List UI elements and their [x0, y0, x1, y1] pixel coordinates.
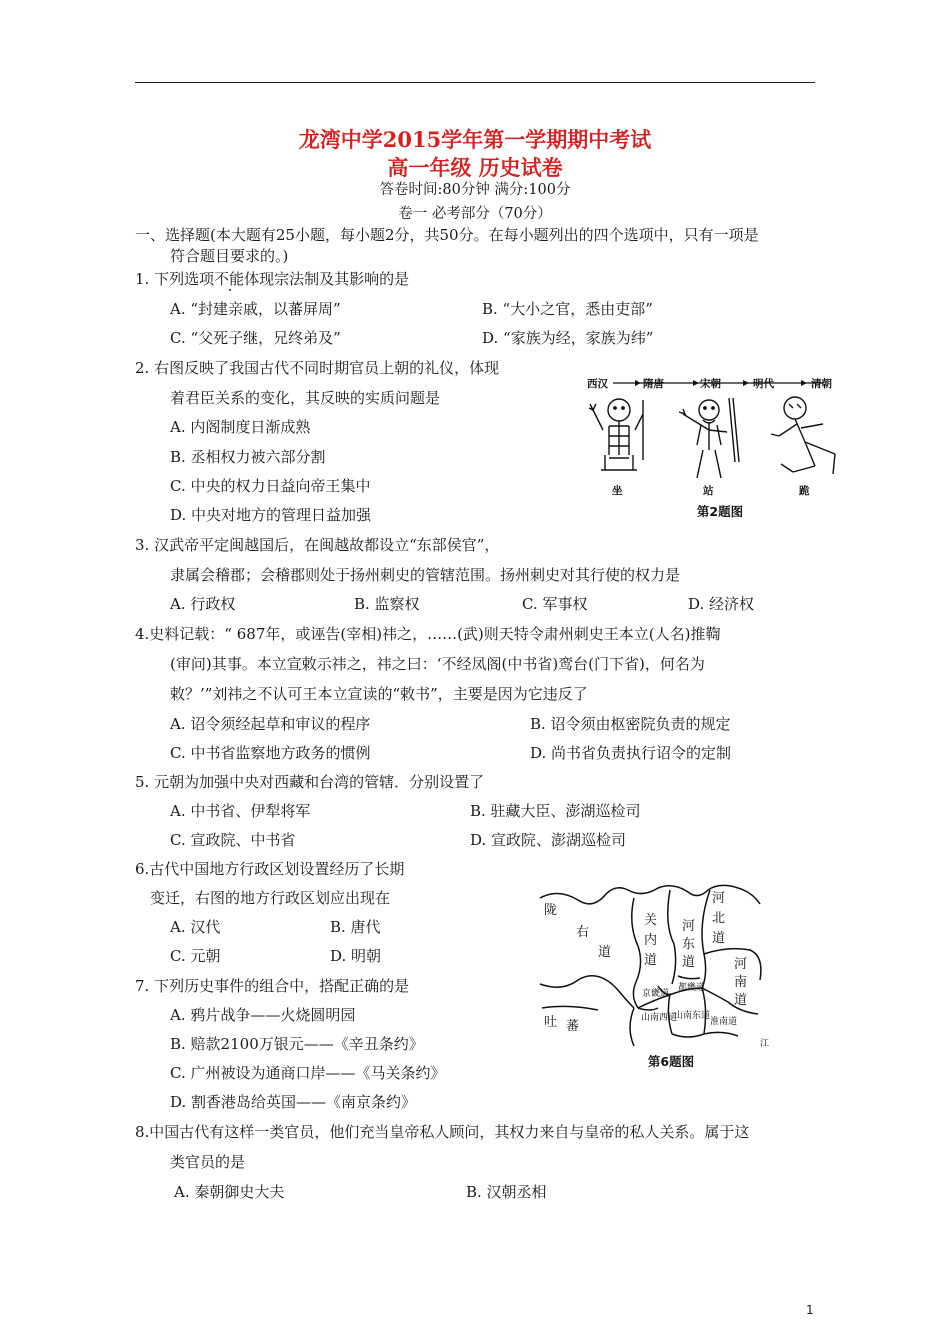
q5-option-a: A. 中书省、伊犁将军 [170, 802, 311, 820]
q5-option-c: C. 宣政院、中书省 [170, 831, 296, 849]
map-label: 陇 [544, 903, 558, 918]
q7-option-d: D. 割香港岛给英国——《南京条约》 [170, 1093, 417, 1111]
q6-figure [538, 884, 770, 1072]
q6-option-d: D. 明朝 [330, 947, 382, 965]
q4-option-c: C. 中书省监察地方政务的惯例 [170, 744, 371, 762]
q6-option-a: A. 汉代 [170, 918, 221, 936]
q1-option-d: D. “家族为经，家族为纬” [482, 329, 654, 347]
posture-label: 跪 [799, 485, 810, 497]
q4-stem-1: 4.史料记载：“ 687年，或诬告(宰相)祎之，……(武)则天特令肃州刺史王本立(人名)推鞫 [135, 625, 721, 643]
map-label: 南 [734, 975, 748, 990]
q8-stem-2: 类官员的是 [170, 1153, 246, 1171]
q2-figure-caption: 第2题图 [696, 504, 744, 519]
exam-subtitle: 高一年级 历史试卷 [387, 155, 563, 180]
q4-option-d: D. 尚书省负责执行诏令的定制 [530, 744, 732, 762]
map-label: 内 [644, 933, 658, 948]
q3-option-c: C. 军事权 [522, 595, 588, 613]
q3-option-d: D. 经济权 [688, 595, 755, 613]
q1-option-a: A. “封建亲戚，以蕃屏周” [170, 300, 341, 318]
q4-option-a: A. 诏令须经起草和审议的程序 [170, 715, 371, 733]
q4-option-b: B. 诏令须由枢密院负责的规定 [530, 715, 731, 733]
q2-option-c: C. 中央的权力日益向帝王集中 [170, 477, 371, 495]
q2-stem-2: 着君臣关系的变化，其反映的实质问题是 [170, 389, 441, 407]
map-label: 河 [734, 957, 748, 972]
map-label: 河 [712, 891, 726, 906]
section-title: 卷一 必考部分（70分） [398, 206, 552, 222]
map-label: 道 [644, 953, 658, 968]
q8-option-a: A. 秦朝御史大夫 [174, 1183, 285, 1201]
standing-figure-icon [679, 398, 739, 478]
header-rule [135, 82, 815, 83]
exam-title: 龙湾中学2015学年第一学期期中考试 [298, 127, 652, 152]
q3-option-a: A. 行政权 [170, 595, 236, 613]
q6-option-b: B. 唐代 [330, 918, 381, 936]
q1-option-c: C. “父死子继，兄终弟及” [170, 329, 341, 347]
q6-stem-1: 6.古代中国地方行政区划设置经历了长期 [135, 860, 405, 878]
time-info: 答卷时间:80分钟 满分:100分 [379, 182, 571, 198]
map-label: 江 [760, 1039, 770, 1049]
map-label: 都畿道 [678, 983, 706, 993]
q6-option-c: C. 元朝 [170, 947, 221, 965]
map-label: 山南东道 [674, 1011, 711, 1021]
q8-stem-1: 8.中国古代有这样一类官员，他们充当皇帝私人顾问，其权力来自与皇帝的私人关系。属于这 [135, 1123, 750, 1141]
q8-option-b: B. 汉朝丞相 [466, 1183, 547, 1201]
q4-stem-2: (审问)其事。本立宣敕示祎之，祎之曰：‘不经凤阁(中书省)鸾台(门下省)，何名为 [170, 655, 705, 673]
q3-option-b: B. 监察权 [354, 595, 420, 613]
map-label: 京畿道 [642, 989, 670, 999]
q7-option-a: A. 鸦片战争——火烧圆明园 [170, 1006, 356, 1024]
map-label: 河 [682, 919, 696, 934]
q4-stem-3: 敕？’”刘祎之不认可王本立宣读的“敕书”，主要是因为它违反了 [170, 685, 588, 703]
map-label: 北 [712, 911, 726, 926]
seated-figure-icon [589, 399, 643, 470]
kneeling-figure-icon [771, 397, 835, 474]
map-label: 山南西道 [641, 1013, 678, 1023]
map-label: 吐 [544, 1015, 558, 1030]
q3-stem-2: 隶属会稽郡；会稽郡则处于扬州刺史的管辖范围。扬州刺史对其行使的权力是 [170, 566, 681, 584]
q5-option-b: B. 驻藏大臣、澎湖巡检司 [470, 802, 641, 820]
q7-stem: 7. 下列历史事件的组合中，搭配正确的是 [135, 977, 410, 995]
q1-option-b: B. “大小之官，悉由吏部” [482, 300, 653, 318]
q6-stem-2: 变迁，右图的地方行政区划应出现在 [150, 889, 391, 907]
period-label: 西汉 [587, 378, 608, 390]
q2-option-a: A. 内阁制度日渐成熟 [170, 418, 311, 436]
q2-figure [583, 370, 858, 525]
map-label: 道 [598, 945, 612, 960]
posture-label: 坐 [612, 485, 623, 497]
map-label: 道 [682, 955, 696, 970]
map-label: 道 [712, 931, 726, 946]
q7-option-b: B. 赔款2100万银元——《辛丑条约》 [170, 1035, 424, 1053]
q2-option-d: D. 中央对地方的管理日益加强 [170, 506, 372, 524]
page-number: 1 [806, 1303, 814, 1317]
map-label: 关 [644, 913, 658, 928]
q2-stem-1: 2. 右图反映了我国古代不同时期官员上朝的礼仪，体现 [135, 359, 500, 377]
section-intro-2: 符合题目要求的。) [170, 247, 289, 265]
q2-option-b: B. 丞相权力被六部分割 [170, 448, 326, 466]
period-label: 隋唐 [643, 378, 664, 390]
period-label: 清朝 [811, 378, 832, 390]
map-label: 淮南道 [710, 1017, 738, 1027]
posture-label: 站 [703, 485, 714, 497]
q7-option-c: C. 广州被设为通商口岸——《马关条约》 [170, 1064, 446, 1082]
q1-emphasis: 不能 [214, 270, 245, 288]
map-label: 右 [576, 925, 590, 940]
map-label: 东 [682, 937, 696, 952]
period-label: 宋朝 [700, 378, 721, 390]
section-intro-1: 一、选择题(本大题有25小题，每小题2分，共50分。在每小题列出的四个选项中，只有一项是 [135, 226, 759, 244]
q5-option-d: D. 宣政院、澎湖巡检司 [470, 831, 627, 849]
q1-stem: 1. 下列选项不能体现宗法制及其影响的是 [135, 270, 410, 288]
period-label: 明代 [753, 378, 774, 390]
q5-stem: 5. 元朝为加强中央对西藏和台湾的管辖．分别设置了 [135, 773, 485, 791]
q3-stem-1: 3. 汉武帝平定闽越国后，在闽越故都设立“东部侯官”， [135, 536, 500, 554]
map-label: 道 [734, 993, 748, 1008]
map-label: 蕃 [566, 1019, 580, 1034]
q6-figure-caption: 第6题图 [647, 1054, 695, 1069]
